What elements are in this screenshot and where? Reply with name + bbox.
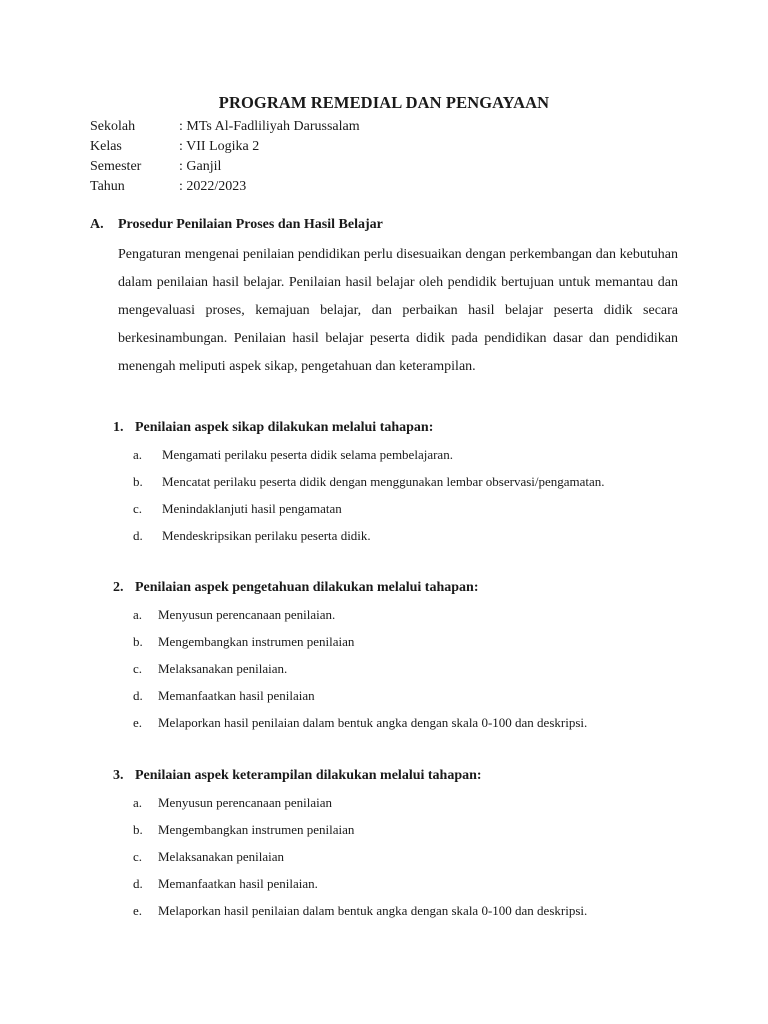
list-item-letter: a. [133, 607, 143, 622]
list-item-letter: a. [133, 447, 143, 462]
section-letter: A. [90, 217, 104, 232]
meta-key: Sekolah [90, 119, 136, 134]
list-title: Penilaian aspek keterampilan dilakukan melalui tahapan: [135, 768, 482, 783]
list-title: Penilaian aspek pengetahuan dilakukan melalui tahapan: [135, 580, 479, 595]
list-item: Mengembangkan instrumen penilaian [158, 634, 355, 649]
list-item: Mendeskripsikan perilaku peserta didik. [162, 528, 371, 543]
list-number: 3. [113, 768, 124, 783]
list-item: Melaksanakan penilaian [158, 849, 284, 864]
meta-key: Tahun [90, 179, 125, 194]
list-title: Penilaian aspek sikap dilakukan melalui tahapan: [135, 420, 434, 435]
list-item: Mencatat perilaku peserta didik dengan menggunakan lembar observasi/pengamatan. [162, 474, 605, 489]
list-item: Memanfaatkan hasil penilaian. [158, 876, 318, 891]
list-item-letter: a. [133, 795, 143, 810]
list-number: 2. [113, 580, 124, 595]
list-item-letter: c. [133, 849, 143, 864]
section-title: Prosedur Penilaian Proses dan Hasil Belajar [118, 217, 383, 232]
list-item: Melaporkan hasil penilaian dalam bentuk angka dengan skala 0-100 dan deskripsi. [158, 715, 588, 730]
list-item: Melaporkan hasil penilaian dalam bentuk angka dengan skala 0-100 dan deskripsi. [158, 903, 588, 918]
list-item: Mengamati perilaku peserta didik selama pembelajaran. [162, 447, 453, 462]
list-item-letter: b. [133, 474, 143, 489]
meta-key: Kelas [90, 139, 122, 154]
list-item-letter: b. [133, 822, 143, 837]
meta-value: : Ganjil [179, 159, 222, 174]
list-item: Menyusun perencanaan penilaian [158, 795, 332, 810]
meta-value: : 2022/2023 [179, 179, 247, 194]
meta-value: : MTs Al-Fadliliyah Darussalam [179, 119, 360, 134]
document-title: PROGRAM REMEDIAL DAN PENGAYAAN [218, 93, 550, 112]
list-item: Memanfaatkan hasil penilaian [158, 688, 315, 703]
list-item-letter: d. [133, 528, 143, 543]
list-item: Melaksanakan penilaian. [158, 661, 288, 676]
list-item: Menindaklanjuti hasil pengamatan [162, 501, 342, 516]
list-item-letter: c. [133, 501, 143, 516]
meta-key: Semester [90, 159, 142, 174]
list-item-letter: e. [133, 715, 143, 730]
list-item: Mengembangkan instrumen penilaian [158, 822, 355, 837]
section-paragraph: Pengaturan mengenai penilaian pendidikan perlu disesuaikan dengan perkembangan dan kebutuhan dalam penilaian hasil belajar. Penilaian hasil belajar oleh pendidik bertujuan untuk memantau dan mengevaluasi proses, kemajuan belajar, dan perbaikan hasil belajar peserta didik secara berkesinambungan. Penilaian hasil belajar peserta didik pada pendidikan dasar dan pendidikan menengah meliputi aspek sikap, pengetahuan dan keterampilan. [118, 247, 678, 374]
list-item-letter: d. [133, 876, 143, 891]
list-item-letter: d. [133, 688, 143, 703]
meta-value: : VII Logika 2 [179, 139, 260, 154]
list-item-letter: b. [133, 634, 143, 649]
list-item-letter: c. [133, 661, 143, 676]
list-item: Menyusun perencanaan penilaian. [158, 607, 336, 622]
list-item-letter: e. [133, 903, 143, 918]
list-number: 1. [113, 420, 124, 435]
